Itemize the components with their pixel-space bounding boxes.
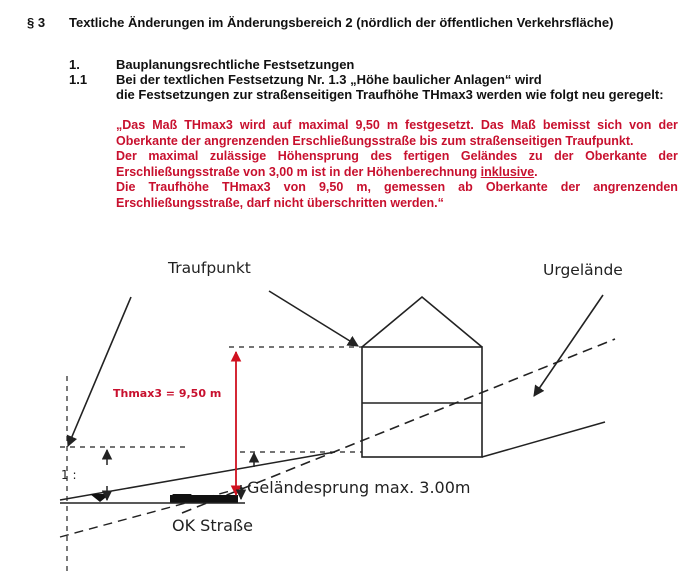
quote-line-3-word: zulässige xyxy=(209,149,267,163)
traufpunkt-arrow-right xyxy=(269,291,358,346)
house-roof xyxy=(362,297,482,347)
quote-line-1-word: „Das xyxy=(116,118,146,132)
quote-line-1-word: Maß xyxy=(510,118,536,132)
quote-line-3-word: Geländes xyxy=(460,149,518,163)
section-title: Textliche Änderungen im Änderungsbereich 2 (nördlich der öffentlichen Verkehrsfläche) xyxy=(69,15,614,30)
quote-line-1-word: Maß xyxy=(152,118,178,132)
item-number-1-1: 1.1 xyxy=(69,72,88,87)
quote-line-6-text: Erschließungsstraße, darf nicht überschritten werden.“ xyxy=(116,195,444,210)
quote-line-5-word: gemessen xyxy=(383,180,446,194)
item-number-1: 1. xyxy=(69,57,80,72)
slope-terrain-right xyxy=(482,422,605,457)
quote-line-4-after: . xyxy=(534,164,538,179)
label-gelaendesprung: Geländesprung max. 3.00m xyxy=(247,478,471,497)
quote-line-2-text: Oberkante der angrenzenden Erschließungsstraße bis zum straßenseitigen Traufpunkt. xyxy=(116,133,634,148)
quote-line-5-word: ab xyxy=(458,180,473,194)
label-traufpunkt: Traufpunkt xyxy=(168,259,251,277)
quote-line-1-word: bemisst xyxy=(542,118,591,132)
quote-line-1-word: THmax3 xyxy=(184,118,233,132)
quote-line-1-word: Das xyxy=(480,118,504,132)
urgelaende-arrow xyxy=(534,295,603,396)
quote-line-5-word: von xyxy=(283,180,306,194)
quote-line-5-word: THmax3 xyxy=(221,180,271,194)
item-text-1-1: Bei der textlichen Festsetzung Nr. 1.3 „Höhe baulicher Anlagen“ wird xyxy=(116,72,542,87)
section-number: § 3 xyxy=(27,15,46,30)
quote-line-1-word: m xyxy=(386,118,398,132)
quote-line-1-word: auf xyxy=(272,118,292,132)
item-text-1-1-continued: die Festsetzungen zur straßenseitigen Traufhöhe THmax3 werden wie folgt neu geregelt: xyxy=(116,87,664,102)
quote-line-1-word: festgesetzt. xyxy=(405,118,474,132)
label-ratio: 1 : xyxy=(61,468,77,482)
quote-line-5-word: 9,50 xyxy=(318,180,344,194)
label-ok-strasse: OK Straße xyxy=(172,516,253,535)
quote-line-3-word: fertigen xyxy=(403,149,450,163)
quote-line-5-word: m, xyxy=(356,180,371,194)
quote-line-1-word: sich xyxy=(597,118,623,132)
quote-line-5-word: Traufhöhe xyxy=(148,180,209,194)
quote-line-3-word: der xyxy=(658,149,678,163)
quote-line-1-word: wird xyxy=(239,118,266,132)
quote-line-3-word: zu xyxy=(528,149,543,163)
quote-line-5-word: angrenzenden xyxy=(593,180,678,194)
quote-line-3-word: maximal xyxy=(148,149,199,163)
label-thmax3: Thmax3 = 9,50 m xyxy=(113,387,222,400)
quote-line-1-word: von xyxy=(629,118,652,132)
item-text-1: Bauplanungsrechtliche Festsetzungen xyxy=(116,57,355,72)
quote-line-3-word: Oberkante xyxy=(585,149,647,163)
quote-underlined-inklusive: inklusive xyxy=(480,164,535,179)
quote-line-1-word: der xyxy=(658,118,678,132)
quote-line-4-before: Erschließungsstraße von 3,00 m ist in der Höhenberechnung xyxy=(116,164,481,179)
quote-line-1-word: maximal xyxy=(298,118,349,132)
quote-line-1-word: 9,50 xyxy=(355,118,380,132)
quote-line-3-word: Höhensprung xyxy=(277,149,359,163)
traufpunkt-arrow-left xyxy=(68,297,131,446)
house-body xyxy=(362,347,482,457)
quote-line-5-word: Die xyxy=(116,180,136,194)
quote-line-3-word: des xyxy=(370,149,393,163)
quote-line-3-word: Der xyxy=(116,149,137,163)
quote-line-3-word: der xyxy=(554,149,574,163)
quote-line-5-word: Oberkante xyxy=(485,180,548,194)
label-urgelaende: Urgelände xyxy=(543,261,623,279)
quote-line-5-word: der xyxy=(560,180,581,194)
